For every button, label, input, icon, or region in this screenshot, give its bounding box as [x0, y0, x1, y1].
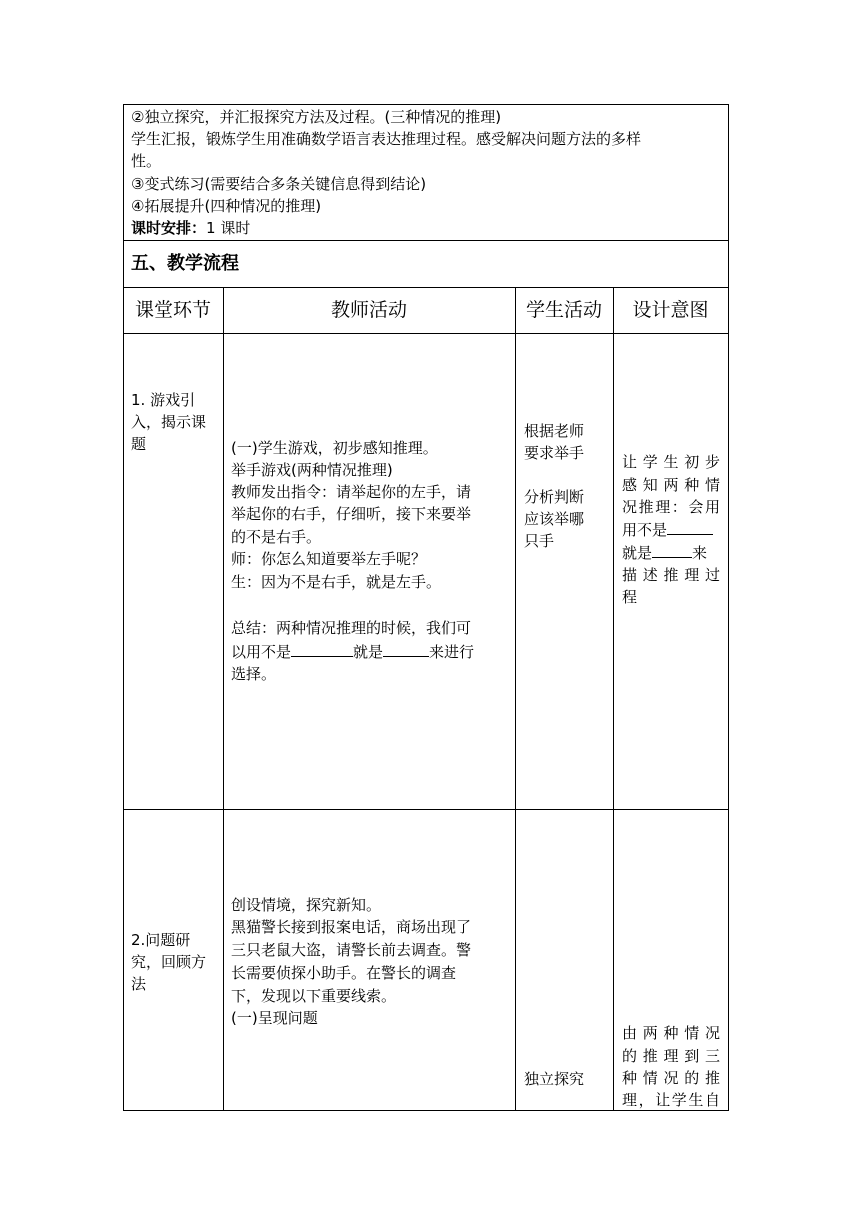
design-intent-line: 种情况的推 [622, 1069, 720, 1087]
schedule-text [131, 217, 250, 239]
step-4-text: ④拓展提升(四种情况的推理) [131, 197, 322, 215]
stage-label-line: 1. 游戏引 [131, 391, 196, 409]
column-header-teacher: 教师活动 [330, 299, 407, 321]
teacher-summary-line [231, 617, 471, 639]
report-text-line: 学生汇报，锻炼学生用准确数学语言表达推理过程。感受解决问题方法的多样 [131, 130, 642, 148]
design-intent-line: 况推理：会用 [622, 498, 720, 516]
schedule-value: 1 课时 [206, 219, 251, 237]
design-intent-line: 理，让学生自 [622, 1091, 720, 1109]
teacher-activity-line: 教师发出指令：请举起你的左手，请 [231, 483, 472, 501]
stage-label-line: 入，揭示课 [131, 413, 207, 431]
stage-label-line: 究，回顾方 [131, 953, 207, 971]
design-intent-line [622, 541, 707, 564]
design-intent-line: 描述推理过 [622, 566, 720, 584]
column-divider [613, 287, 614, 1111]
teacher-activity-line: 的不是右手。 [231, 528, 322, 546]
teacher-activity-line: 长需要侦探小助手。在警长的调查 [231, 964, 457, 982]
teacher-activity-line: 下，发现以下重要线索。 [231, 987, 397, 1005]
student-activity-line: 应该举哪 [524, 510, 585, 528]
table-border-left [123, 104, 124, 1111]
summary-text: 以用不是 [231, 643, 292, 661]
teacher-activity-line: 师：你怎么知道要举左手呢？ [231, 550, 427, 568]
teacher-activity-line: 创设情境，探究新知。 [231, 896, 382, 914]
report-text-line: 性。 [131, 152, 162, 170]
teacher-activity-line [231, 640, 474, 663]
column-header-stage: 课堂环节 [134, 299, 211, 321]
student-activity-line: 根据老师 [524, 422, 585, 440]
teacher-activity-line: 选择。 [231, 665, 277, 683]
teacher-activity-line: (一)学生游戏，初步感知推理。 [231, 439, 438, 457]
column-header-student: 学生活动 [525, 299, 602, 321]
column-divider [515, 287, 516, 1111]
stage-label-line: 2.问题研 [131, 931, 191, 949]
design-intent-line: 程 [622, 588, 638, 606]
design-intent-line: 感知两种情 [622, 476, 720, 494]
step-3-text: ③变式练习(需要结合多条关键信息得到结论) [131, 175, 427, 193]
fill-blank [667, 518, 713, 535]
intent-text: 用不是 [622, 521, 668, 539]
teacher-activity-line: 举起你的右手，仔细听，接下来要举 [231, 505, 472, 523]
summary-text: 总结：两种情况推理的时候，我们可 [231, 619, 472, 637]
fill-blank [652, 541, 692, 558]
teacher-activity-line: 举手游戏(两种情况推理) [231, 461, 393, 479]
teacher-activity-line: (一)呈现问题 [231, 1009, 318, 1027]
teacher-activity-line: 三只老鼠大盗，请警长前去调查。警 [231, 941, 472, 959]
design-intent-line: 由两种情况 [622, 1024, 720, 1042]
column-header-intent: 设计意图 [632, 299, 709, 321]
student-activity-line: 只手 [524, 532, 555, 550]
table-border-top [123, 104, 729, 105]
row-divider [123, 287, 729, 288]
design-intent-line: 的推理到三 [622, 1047, 720, 1065]
student-activity-line: 要求举手 [524, 444, 585, 462]
summary-text: 就是 [353, 643, 384, 661]
section-heading: 五、教学流程 [131, 253, 239, 274]
teacher-activity-line: 生：因为不是右手，就是左手。 [231, 573, 442, 591]
stage-label-line: 题 [131, 435, 147, 453]
column-divider [223, 287, 224, 1111]
step-2-text: ②独立探究，并汇报探究方法及过程。(三种情况的推理) [131, 108, 502, 126]
row-divider [123, 333, 729, 334]
intent-text: 来 [692, 544, 708, 562]
table-border-right [728, 104, 729, 1111]
summary-text: 来进行 [429, 643, 475, 661]
row-divider [123, 240, 729, 241]
teacher-activity-line: 黑猫警长接到报案电话，商场出现了 [231, 918, 472, 936]
design-intent-line: 让学生初步 [622, 453, 720, 471]
fill-blank [383, 640, 429, 657]
fill-blank [291, 640, 353, 657]
schedule-label: 课时安排： [131, 219, 207, 237]
design-intent-line [622, 518, 713, 541]
intent-text: 就是 [622, 544, 653, 562]
stage-label-line: 法 [131, 975, 147, 993]
row-divider [123, 809, 729, 810]
student-activity-line: 分析判断 [524, 488, 585, 506]
student-activity-line: 独立探究 [524, 1070, 585, 1088]
